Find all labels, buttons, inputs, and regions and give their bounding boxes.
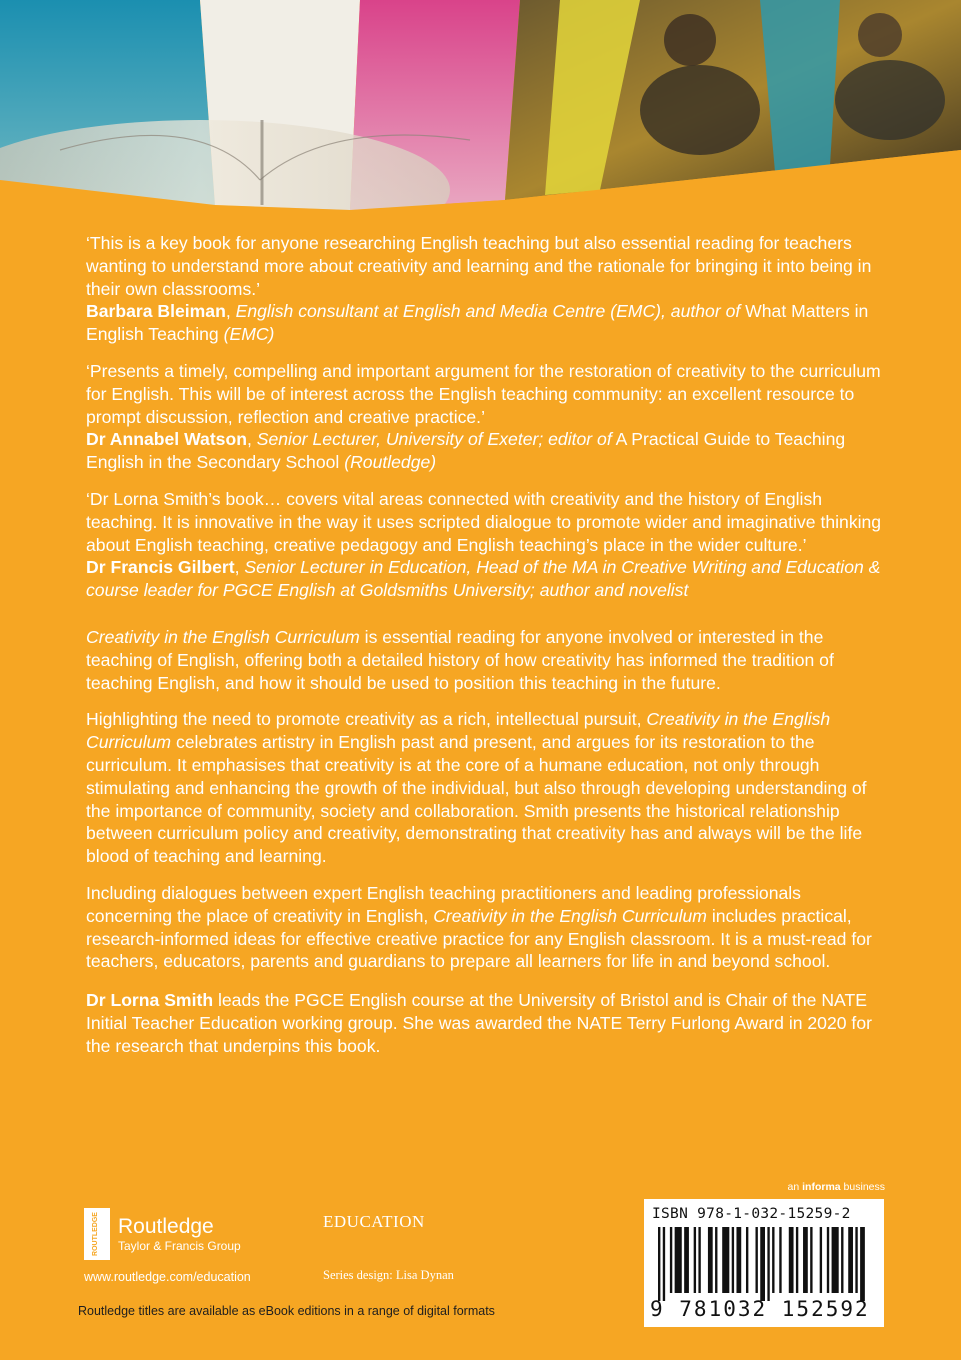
ebook-availability-note: Routledge titles are available as eBook editions in a range of digital formats [78, 1304, 495, 1318]
author-bio: Dr Lorna Smith leads the PGCE English course at the University of Bristol and is Chair of the NATE Initial Teacher Education working group. She was awarded the NATE Terry Furlong Award in 2020 for the research that underpins this book. [86, 990, 872, 1056]
cover-header-photo [0, 0, 961, 220]
endorser-publisher: (Routledge) [344, 452, 437, 473]
book-title-ref: Creativity in the English Curriculum [86, 709, 831, 753]
barcode-bar [708, 1227, 713, 1293]
endorsement-1 [86, 232, 886, 346]
author-name: Dr Lorna Smith [86, 990, 214, 1011]
informa-business-tag: an informa business [787, 1181, 885, 1193]
publisher-name: Routledge [118, 1215, 214, 1238]
barcode-bar [658, 1227, 660, 1301]
endorser-name: Dr Francis Gilbert [86, 557, 235, 578]
isbn-barcode [644, 1199, 884, 1327]
barcode-bar [803, 1227, 808, 1293]
barcode-bar [670, 1227, 672, 1293]
barcode-bar [722, 1227, 729, 1293]
endorser-work: A Practical Guide to Teaching English in the Secondary School [86, 429, 846, 473]
barcode-bar [848, 1227, 853, 1293]
endorser-role: Senior Lecturer, University of Exeter; editor of [256, 429, 612, 450]
barcode-bar [779, 1227, 781, 1293]
publisher-block [84, 1208, 251, 1284]
barcode-bar [736, 1227, 741, 1293]
endorser-work: What Matters in English Teaching [86, 301, 869, 345]
endorsement-quote: ‘This is a key book for anyone researching English teaching but also essential reading for teachers wanting to understand more about creativity and learning and the rationale for bringing it into being in their own classrooms.’ [86, 233, 872, 299]
barcode-bar [663, 1227, 665, 1301]
barcode-bar [767, 1227, 769, 1301]
barcode-bar [715, 1227, 717, 1293]
routledge-logo [84, 1208, 251, 1260]
isbn-label: ISBN 978-1-032-15259-2 [652, 1206, 851, 1222]
description-paragraph-3: Including dialogues between expert English teaching practitioners and leading professionals concerning the place of creativity in English, Creativity in the English Curriculum includes practical, research-informed ideas for effective creative practice for any English classroom. It is a must-read for teachers, educators, parents and guardians to prepare all learners for life in and beyond school. [86, 882, 872, 972]
endorser-publisher: (EMC) [223, 324, 275, 345]
series-design-credit: Series design: Lisa Dynan [323, 1268, 454, 1282]
routledge-logo-icon [84, 1208, 110, 1260]
barcode-icon [658, 1227, 872, 1301]
barcode-bar [789, 1227, 794, 1293]
barcode-bar [772, 1227, 774, 1293]
barcode-bar [755, 1227, 757, 1293]
description-paragraph-2: Highlighting the need to promote creativity as a rich, intellectual pursuit, Creativity in the English Curriculum celebrates artistry in English past and present, and argues for its restoration to the curriculum. It emphasises that creativity is at the core of a humane education, not only through stimulating and enhancing the growth of the individual, but also through developing understanding of the importance of community, society and collaboration. Smith presents the historical relationship between curriculum policy and creativity, demonstrating that creativity has and always will be the life blood of teaching and learning. [86, 709, 867, 867]
endorsement-quote: ‘Presents a timely, compelling and important argument for the restoration of creativity to the curriculum for English. This will be of interest across the English teaching community: an excellent resource to prompt discussion, reflection and creative practice.’ [86, 360, 881, 427]
barcode-bar [746, 1227, 748, 1293]
barcode-bar [827, 1227, 829, 1293]
back-cover-text [86, 232, 886, 1058]
barcode-bar [810, 1227, 812, 1293]
publisher-group: Taylor & Francis Group [118, 1239, 241, 1253]
endorsement-3 [86, 488, 886, 602]
barcode-bar [684, 1227, 689, 1293]
svg-text:ROUTLEDGE: ROUTLEDGE [92, 1212, 99, 1256]
ean-digits: 9 781032 152592 [650, 1297, 870, 1321]
barcode-bar [796, 1227, 798, 1293]
description-paragraph-1: Creativity in the English Curriculum is essential reading for anyone involved or interested in the teaching of English, offering both a detailed history of how creativity has informed the tradition of teaching English, and how it should be used to position this teaching in the future. [86, 626, 834, 693]
subject-category: EDUCATION [323, 1212, 425, 1231]
endorsement-attribution: Dr Annabel Watson, Senior Lecturer, University of Exeter; editor of A Practical Guide to Teaching English in the Secondary School (Routledge) [86, 429, 846, 473]
barcode-bar [841, 1227, 843, 1293]
barcode-bar [832, 1227, 839, 1293]
barcode-bar [698, 1227, 700, 1293]
endorsement-attribution: Barbara Bleiman, English consultant at English and Media Centre (EMC), author of What Matters in English Teaching (EMC) [86, 301, 869, 345]
book-title-ref: Creativity in the English Curriculum [86, 626, 360, 647]
barcode-bar [675, 1227, 682, 1293]
publisher-url[interactable]: www.routledge.com/education [84, 1270, 251, 1284]
endorsement-2 [86, 360, 886, 474]
barcode-bar [855, 1227, 857, 1293]
barcode-bar [760, 1227, 765, 1301]
barcode-bar [694, 1227, 696, 1293]
barcode-bar [820, 1227, 822, 1293]
endorser-role: Senior Lecturer in Education, Head of the MA in Creative Writing and Education & course leader for PGCE English at Goldsmiths University; author and novelist [86, 557, 881, 601]
barcode-bar [732, 1227, 734, 1293]
endorsement-quote: ‘Dr Lorna Smith’s book… covers vital areas connected with creativity and the history of English teaching. It is innovative in the way it uses scripted dialogue to promote wider and imaginative thinking about English teaching, creative pedagogy and English teaching’s place in the wider culture.’ [86, 488, 882, 555]
endorser-role: English consultant at English and Media Centre (EMC), author of [235, 301, 741, 322]
endorsement-attribution: Dr Francis Gilbert, Senior Lecturer in Education, Head of the MA in Creative Writing and Education & course leader for PGCE English at Goldsmiths University; author and novelist [86, 557, 881, 601]
endorser-name: Dr Annabel Watson [86, 429, 247, 450]
book-title-ref: Creativity in the English Curriculum [433, 905, 707, 926]
endorser-name: Barbara Bleiman [86, 301, 226, 322]
barcode-bar [860, 1227, 865, 1301]
